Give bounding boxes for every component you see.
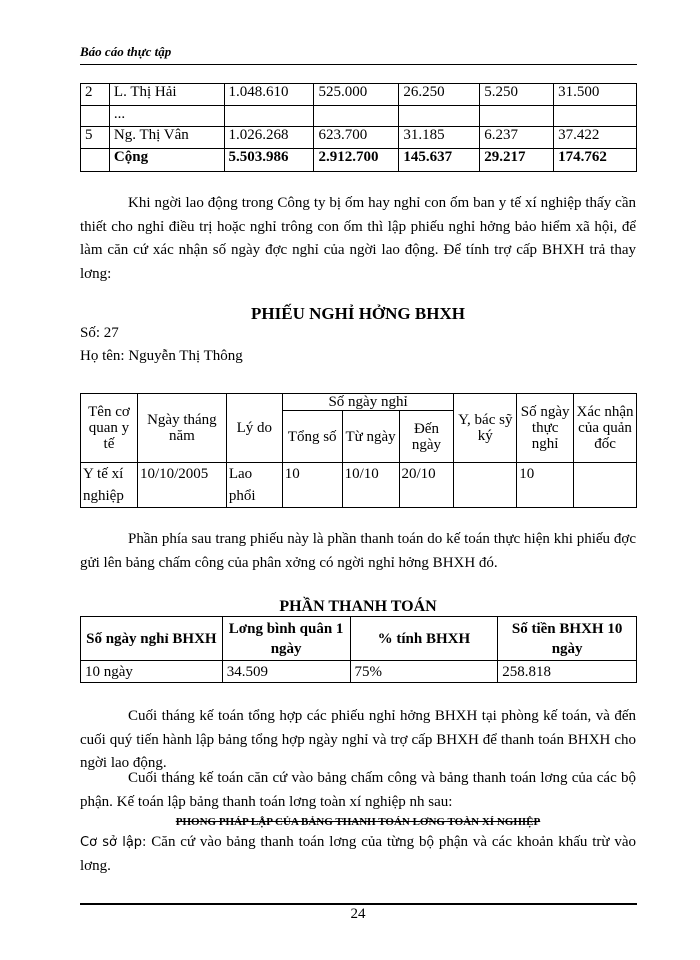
form-title: PHIẾU NGHỈ HỞNG BHXH xyxy=(251,304,465,323)
cell: Lao phổi xyxy=(226,463,282,508)
footer-rule xyxy=(80,903,637,905)
cell xyxy=(81,149,110,172)
page-number: 24 xyxy=(350,906,366,922)
table-total-row xyxy=(81,149,637,172)
cell: 31.500 xyxy=(554,84,637,106)
paragraph-intro: Khi ngời lao động trong Công ty bị ốm hay nghỉ con ốm ban y tế xí nghiệp thấy cần thiết cho nghỉ điều trị hoặc nghỉ trông con ốm thì lập phiếu nghỉ hởng bảo hiểm xã hội, để làm căn cứ xác nhận số ngày đợc nghỉ của ngời lao động. Để tính trợ cấp BHXH trả thay lơng: xyxy=(80,195,636,282)
cell: 1.026.268 xyxy=(224,127,314,149)
cell xyxy=(314,106,399,127)
header-amount: Số tiền BHXH 10 ngày xyxy=(498,617,637,661)
header-doctor: Y, bác sỹ ký xyxy=(454,394,517,463)
header-days-group: Số ngày nghỉ xyxy=(282,394,454,411)
cell: 1.048.610 xyxy=(224,84,314,106)
header-rule xyxy=(80,64,637,65)
header-agency: Tên cơ quan y tế xyxy=(81,394,138,463)
cell: Ng. Thị Vân xyxy=(109,127,224,149)
header-to: Đến ngày xyxy=(399,411,454,463)
cell xyxy=(480,106,554,127)
form-name: Họ tên: Nguyễn Thị Thông xyxy=(80,348,243,364)
cell: 29.217 xyxy=(480,149,554,172)
payment-title: PHẦN THANH TOÁN xyxy=(279,598,437,615)
header-total: Tổng số xyxy=(282,411,342,463)
header-from: Từ ngày xyxy=(342,411,399,463)
total-label: Cộng xyxy=(109,149,224,172)
section-heading: PHONG PHÁP LẬP CỦA BẢNG THANH TOÁN LƠNG TOÀN XÍ NGHIỆP xyxy=(175,816,541,828)
table-row xyxy=(81,84,637,106)
salary-table xyxy=(80,83,637,172)
table-row xyxy=(81,127,637,149)
cell: 2.912.700 xyxy=(314,149,399,172)
table-row xyxy=(81,106,637,127)
paragraph-basis xyxy=(80,831,636,878)
header-reason: Lý do xyxy=(226,394,282,463)
payment-table xyxy=(80,616,637,683)
header-actual-days: Số ngày thực nghỉ xyxy=(517,394,574,463)
cell: 174.762 xyxy=(554,149,637,172)
cell: 258.818 xyxy=(498,661,637,683)
cell: 5.503.986 xyxy=(224,149,314,172)
cell: 75% xyxy=(350,661,498,683)
cell xyxy=(399,106,480,127)
header-leave-days: Số ngày nghỉ BHXH xyxy=(81,617,223,661)
sick-leave-table xyxy=(80,393,637,508)
cell: 145.637 xyxy=(399,149,480,172)
cell xyxy=(224,106,314,127)
cell: L. Thị Hải xyxy=(109,84,224,106)
cell: 37.422 xyxy=(554,127,637,149)
cell: 10 xyxy=(282,463,342,508)
page-header-title: Báo cáo thực tập xyxy=(80,44,172,59)
header-percent: % tính BHXH xyxy=(350,617,498,661)
cell: 20/10 xyxy=(399,463,454,508)
cell: 10 xyxy=(517,463,574,508)
header-date: Ngày tháng năm xyxy=(137,394,226,463)
cell: 10 ngày xyxy=(81,661,223,683)
cell: 10/10/2005 xyxy=(137,463,226,508)
cell: 10/10 xyxy=(342,463,399,508)
cell: 2 xyxy=(81,84,110,106)
cell xyxy=(574,463,637,508)
cell xyxy=(454,463,517,508)
cell: 26.250 xyxy=(399,84,480,106)
cell: ... xyxy=(109,106,224,127)
paragraph-payment-note: Phần phía sau trang phiếu này là phần thanh toán do kế toán thực hiện khi phiếu đợc gửi lên bảng chấm công của phân xởng có ngời nghỉ hởng BHXH đó. xyxy=(80,531,636,571)
header-confirmation: Xác nhận của quản đốc xyxy=(574,394,637,463)
cell: 5 xyxy=(81,127,110,149)
form-number: Số: 27 xyxy=(80,325,119,341)
cell: 525.000 xyxy=(314,84,399,106)
cell: Y tế xí nghiệp xyxy=(81,463,138,508)
cell: 623.700 xyxy=(314,127,399,149)
cell xyxy=(554,106,637,127)
table-row xyxy=(81,463,637,508)
paragraph-payroll: Cuối tháng kế toán căn cứ vào bảng chấm công và bảng thanh toán lơng của các bộ phận. Kế toán lập bảng thanh toán lơng toàn xí nghiệp nh sau: xyxy=(80,770,636,810)
cell: 6.237 xyxy=(480,127,554,149)
cell xyxy=(81,106,110,127)
header-avg-salary: Lơng bình quân 1 ngày xyxy=(222,617,350,661)
table-row xyxy=(81,661,637,683)
paragraph-summary: Cuối tháng kế toán tổng hợp các phiếu nghỉ hởng BHXH tại phòng kế toán, và đến cuối quý tiến hành lập bảng tổng hợp ngày nghỉ và trợ cấp BHXH để thanh toán BHXH cho ngời lao động. xyxy=(80,708,636,771)
cell: 5.250 xyxy=(480,84,554,106)
basis-text: Căn cứ vào bảng thanh toán lơng của từng bộ phận và các khoản khấu trừ vào lơng. xyxy=(80,834,637,874)
basis-label: Cơ sở lập: xyxy=(80,835,147,850)
cell: 31.185 xyxy=(399,127,480,149)
cell: 34.509 xyxy=(222,661,350,683)
